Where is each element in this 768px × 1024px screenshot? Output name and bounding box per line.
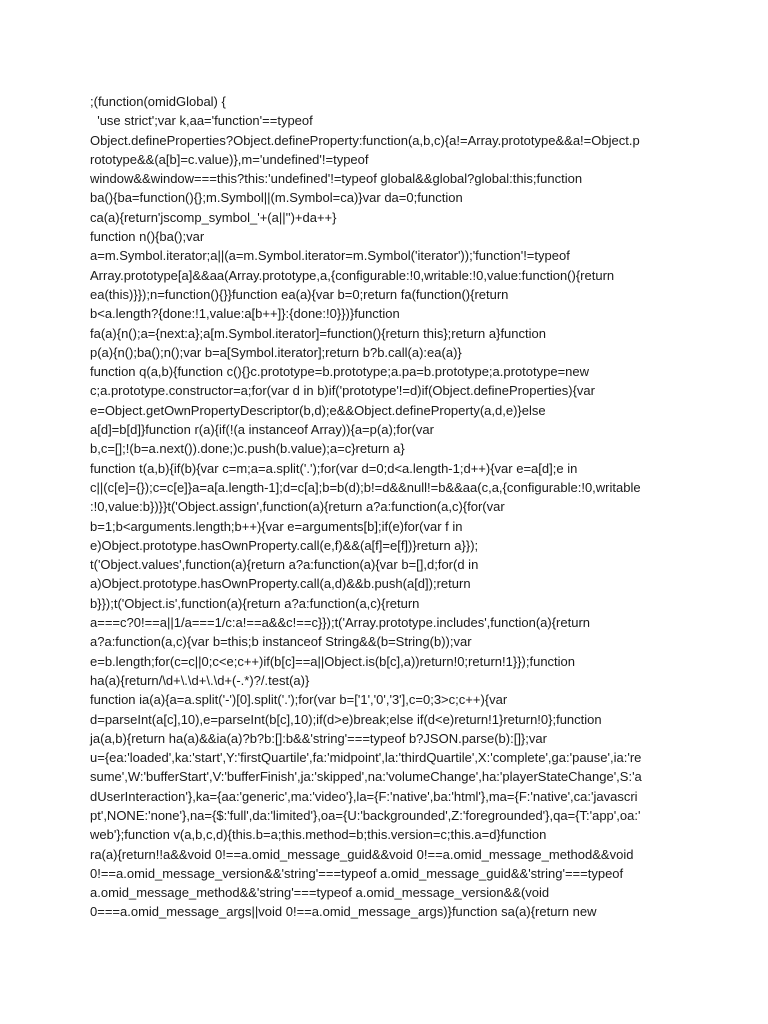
code-line: a.omid_message_method&&'string'===typeof a.omid_message_version&&(void: [90, 885, 550, 901]
code-line: a)Object.prototype.hasOwnProperty.call(a,d)&&b.push(a[d]);return: [90, 576, 471, 592]
code-line: :!0,value:b})}}t('Object.assign',function(a){return a?a:function(a,c){for(var: [90, 499, 505, 515]
code-line: ha(a){return/\d+\.\d+\.\d+(-.*)?/.test(a)}: [90, 672, 310, 688]
code-line: a[d]=b[d]}function r(a){if(!(a instanceof Array)){a=p(a);for(var: [90, 422, 434, 438]
code-line: d=parseInt(a[c],10),e=parseInt(b[c],10);if(d>e)break;else if(d<e)return!1}return!0};function: [90, 711, 602, 727]
code-line: a===c?0!==a||1/a===1/c:a!==a&&c!==c}});t('Array.prototype.includes',function(a){return: [90, 615, 591, 631]
code-line: fa(a){n();a={next:a};a[m.Symbol.iterator]=function(){return this};return a}function: [90, 325, 546, 341]
code-line: dUserInteraction'},ka={aa:'generic',ma:'video'},la={F:'native',ba:'html'},ma={F:'native',ca:'javascri: [90, 788, 638, 804]
code-line: 'use strict';var k,aa='function'==typeof: [90, 113, 313, 129]
code-line: ba(){ba=function(){};m.Symbol||(m.Symbol=ca)}var da=0;function: [90, 190, 463, 206]
code-line: b=1;b<arguments.length;b++){var e=arguments[b];if(e)for(var f in: [90, 518, 463, 534]
code-line: 0===a.omid_message_args||void 0!==a.omid_message_args)}function sa(a){return new: [90, 904, 597, 920]
code-line: e=Object.getOwnPropertyDescriptor(b,d);e&&Object.defineProperty(a,d,e)}else: [90, 402, 546, 418]
code-line: e)Object.prototype.hasOwnProperty.call(e,f)&&(a[f]=e[f])}return a}});: [90, 537, 479, 553]
code-line: a=m.Symbol.iterator;a||(a=m.Symbol.iterator=m.Symbol('iterator'));'function'!=typeof: [90, 248, 570, 264]
code-line: t('Object.values',function(a){return a?a:function(a){var b=[],d;for(d in: [90, 557, 479, 573]
code-line: ;(function(omidGlobal) {: [90, 94, 226, 109]
code-line: b<a.length?{done:!1,value:a[b++]}:{done:!0}})}function: [90, 306, 400, 322]
code-line: Object.defineProperties?Object.defineProperty:function(a,b,c){a!=Array.prototype&&a!=Object.p: [90, 132, 640, 148]
code-line: c||(c[e]={});c=c[e]}a=a[a.length-1];d=c[a];b=b(d);b!=d&&null!=b&&aa(c,a,{configurable:!0,writable: [90, 479, 641, 495]
code-line: a?a:function(a,c){var b=this;b instanceof String&&(b=String(b));var: [90, 634, 472, 650]
code-line: Array.prototype[a]&&aa(Array.prototype,a,{configurable:!0,writable:!0,value:function(){return: [90, 267, 615, 283]
code-line: ja(a,b){return ha(a)&&ia(a)?b?b:[]:b&&'string'===typeof b?JSON.parse(b):[]};var: [90, 730, 547, 746]
code-line: function n(){ba();var: [90, 229, 205, 245]
code-line: ra(a){return!!a&&void 0!==a.omid_message_guid&&void 0!==a.omid_message_method&&void: [90, 846, 634, 862]
code-line: ca(a){return'jscomp_symbol_'+(a||'')+da++}: [90, 209, 337, 225]
code-line: e=b.length;for(c=c||0;c<e;c++)if(b[c]==a||Object.is(b[c],a))return!0;return!1}});function: [90, 653, 576, 669]
code-line: function ia(a){a=a.split('-')[0].split('.');for(var b=['1','0','3'],c=0;3>c;c++){var: [90, 692, 508, 708]
code-line: pt',NONE:'none'},na={$:'full',da:'limited'},oa={U:'backgrounded',Z:'foregrounded'},qa={T:'app',oa:': [90, 807, 641, 823]
code-line: ea(this)}});n=function(){}}function ea(a){var b=0;return fa(function(){return: [90, 286, 509, 302]
code-line: b}});t('Object.is',function(a){return a?a:function(a,c){return: [90, 595, 420, 611]
code-block: [90, 92, 690, 922]
code-line: rototype&&(a[b]=c.value)},m='undefined'!=typeof: [90, 151, 369, 167]
code-line: 0!==a.omid_message_version&&'string'===typeof a.omid_message_guid&&'string'===typeof: [90, 865, 624, 881]
code-line: web'};function v(a,b,c,d){this.b=a;this.method=b;this.version=c;this.a=d}function: [90, 827, 547, 843]
code-line: b,c=[];!(b=a.next()).done;)c.push(b.value);a=c}return a}: [90, 441, 405, 457]
code-line: sume',W:'bufferStart',V:'bufferFinish',ja:'skipped',na:'volumeChange',ha:'playerStateChange',S:'a: [90, 769, 642, 785]
code-line: c;a.prototype.constructor=a;for(var d in b)if('prototype'!=d)if(Object.defineProperties){var: [90, 383, 595, 399]
code-line: function q(a,b){function c(){}c.prototype=b.prototype;a.pa=b.prototype;a.prototype=new: [90, 364, 590, 380]
code-line: p(a){n();ba();n();var b=a[Symbol.iterator];return b?b.call(a):ea(a)}: [90, 344, 462, 360]
code-line: u={ea:'loaded',ka:'start',Y:'firstQuartile',fa:'midpoint',la:'thirdQuartile',X:'complete',ga:'pause',ia:'re: [90, 750, 642, 766]
code-line: window&&window===this?this:'undefined'!=typeof global&&global?global:this;function: [90, 171, 583, 187]
code-line: function t(a,b){if(b){var c=m;a=a.split('.');for(var d=0;d<a.length-1;d++){var e=a[d];e in: [90, 460, 578, 476]
